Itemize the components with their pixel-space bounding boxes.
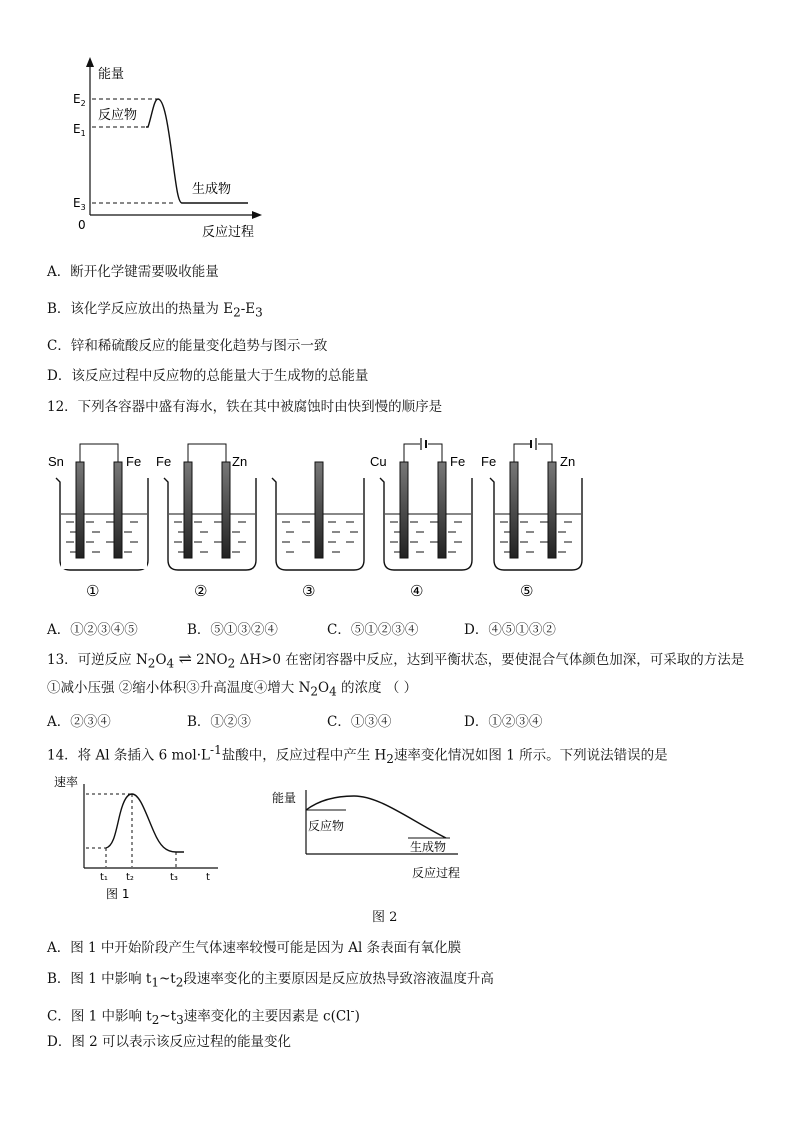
t-label: t: [206, 872, 210, 883]
reactant-label: 反应物: [98, 108, 138, 123]
t3-label: t₃: [170, 872, 178, 883]
t1-label: t₁: [100, 872, 108, 883]
beaker-1-number: ①: [86, 582, 100, 600]
beaker-5-left: Fe: [481, 454, 497, 469]
q11-option-d: D．该反应过程中反应物的总能量大于生成物的总能量: [47, 368, 369, 384]
q12-option-c: C．⑤①②③④: [327, 622, 419, 638]
beaker-4: [370, 438, 472, 600]
q12-option-a: A．①②③④⑤: [47, 622, 138, 638]
fig2-x-label: 反应过程: [412, 866, 461, 880]
x-axis-label: 反应过程: [202, 225, 255, 240]
beaker-5: [481, 438, 582, 600]
fig1-caption: 图 1: [106, 887, 130, 900]
y-axis-label: 能量: [98, 67, 125, 82]
energy-diagram: [60, 55, 280, 240]
q13-option-a: A．②③④: [47, 714, 111, 730]
q13-option-d: D．①②③④: [464, 714, 543, 730]
q13-option-c: C．①③④: [327, 714, 392, 730]
beaker-2-left: Fe: [156, 454, 172, 469]
q14-stem: 14．将 Al 条插入 6 $mol\cdot L^{-1}$盐酸中，反应过程中产生 $H_2$速率变化情况如图 1 所示。下列说法错误的是: [47, 743, 668, 767]
q13-stem: 13．可逆反应 $N_2O_4$ ⇌ $2NO_2$ ΔH>0 在密闭容器中反应，达到平衡状态，要使混合气体颜色加深，可采取的方法是: [47, 649, 745, 671]
beaker-1-left: Sn: [48, 454, 64, 469]
q12-option-b: B．⑤①③②④: [187, 622, 278, 638]
beaker-4-left: Cu: [370, 454, 387, 469]
e3-label: $E_3$: [73, 196, 86, 212]
origin-label: 0: [78, 218, 86, 232]
beaker-3: [272, 462, 364, 600]
product-label: 生成物: [192, 182, 232, 197]
beaker-2-number: ②: [194, 582, 208, 600]
fig2-product-label: 生成物: [410, 840, 447, 854]
fig2-reactant-label: 反应物: [308, 819, 345, 833]
beaker-5-number: ⑤: [520, 582, 534, 600]
fig2-caption-text: 图 2: [372, 910, 398, 925]
q11-option-a: A．断开化学键需要吸收能量: [47, 264, 219, 280]
q12-stem: 12．下列各容器中盛有海水，铁在其中被腐蚀时由快到慢的顺序是: [47, 399, 443, 415]
t2-label: t₂: [126, 872, 134, 883]
fig2-y-label: 能量: [272, 791, 297, 805]
rate-y-label: 速率: [54, 775, 79, 789]
q11-option-b: B．该化学反应放出的热量为 $E_2-E_3$: [47, 301, 263, 320]
q11-option-c: C．锌和稀硫酸反应的能量变化趋势与图示一致: [47, 338, 328, 354]
beaker-1: [48, 444, 148, 600]
q14-option-d: D．图 2 可以表示该反应过程的能量变化: [47, 1034, 291, 1050]
beaker-5-right: Zn: [560, 454, 576, 469]
e1-label: $E_1$: [73, 122, 86, 138]
beaker-4-number: ④: [410, 582, 424, 600]
rate-figure: [50, 770, 230, 900]
q13-conditions: ①减小压强 ②缩小体积③升高温度④增大 $N_2O_4$ 的浓度 （ ）: [47, 680, 418, 699]
energy-figure-2: [270, 782, 470, 908]
q14-option-c: C．图 1 中影响 $t_2\sim t_3$速率变化的主要因素是 c(Cl-): [47, 1004, 360, 1028]
beaker-2: [156, 444, 256, 600]
q14-option-b: B．图 1 中影响 $t_1\sim t_2$段速率变化的主要原因是反应放热导致溶液温度升高: [47, 971, 494, 990]
e2-label: $E_2$: [73, 92, 86, 108]
q13-option-b: B．①②③: [187, 714, 251, 730]
beaker-2-right: Zn: [232, 454, 248, 469]
beaker-1-right: Fe: [126, 454, 142, 469]
beaker-4-right: Fe: [450, 454, 466, 469]
beaker-3-number: ③: [302, 582, 316, 600]
q14-option-a: A．图 1 中开始阶段产生气体速率较慢可能是因为 Al 条表面有氧化膜: [47, 940, 462, 956]
beakers-figure: [40, 430, 600, 605]
q12-option-d: D．④⑤①③②: [464, 622, 556, 638]
